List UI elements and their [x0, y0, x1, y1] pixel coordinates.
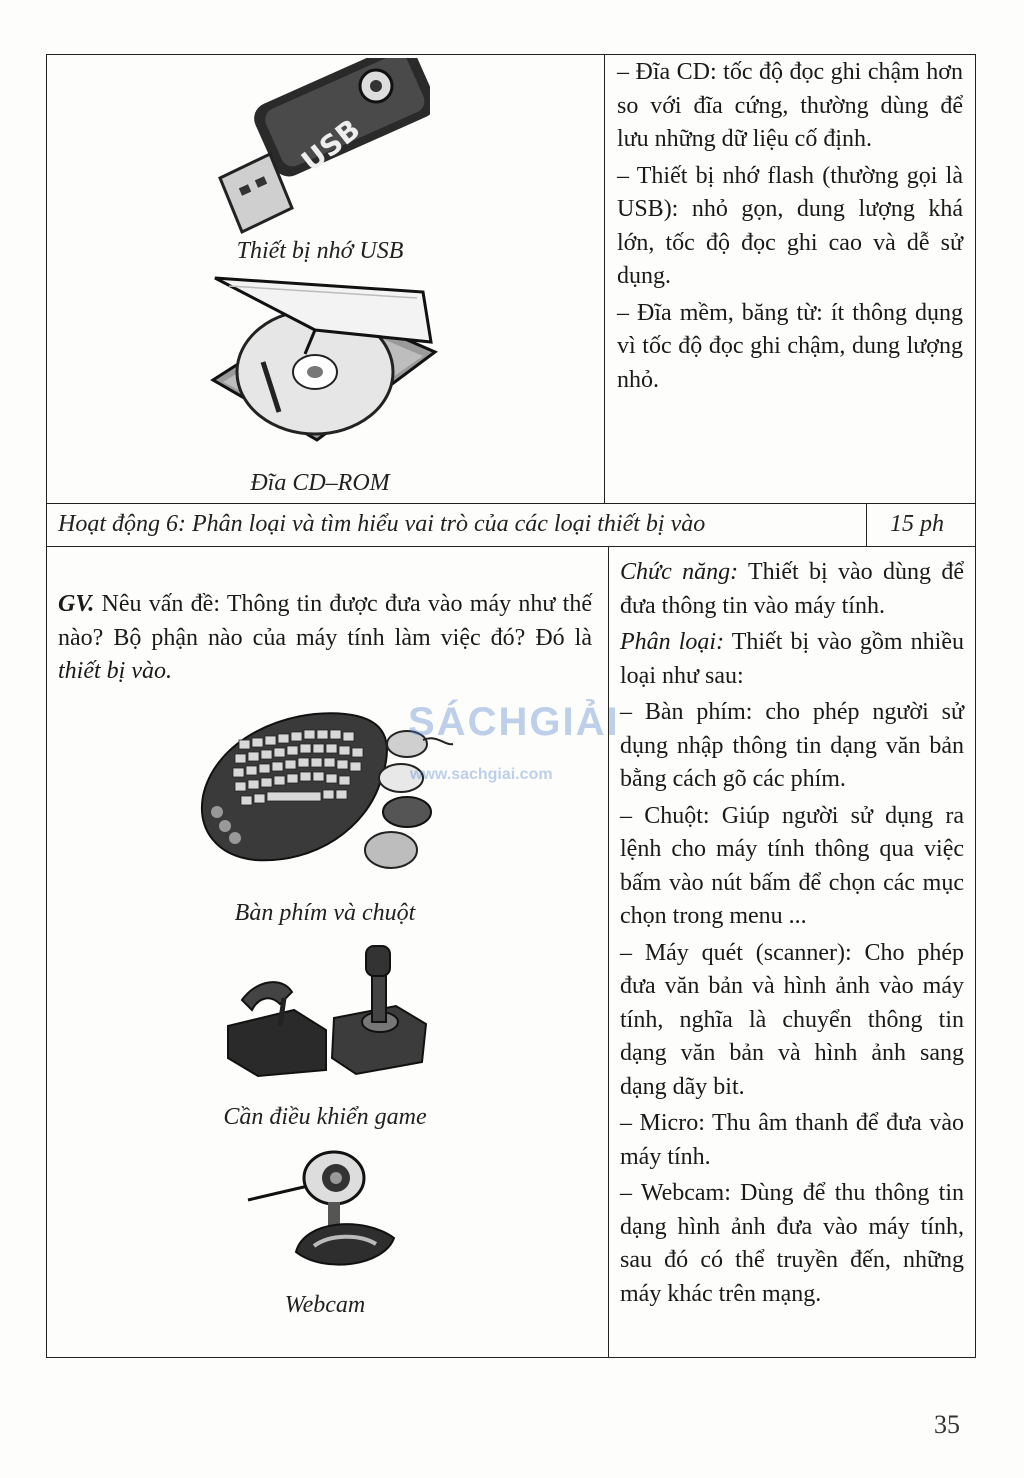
column-divider-bottom — [608, 546, 609, 1358]
item-keyboard: – Bàn phím: cho phép người sử dụng nhập thông tin dạng văn bản bằng cách gõ các phím. — [620, 699, 964, 792]
input-devices-text — [620, 556, 964, 1314]
paragraph-floppy: – Đĩa mềm, băng từ: ít thông dụng vì tốc độ đọc ghi chậm, dung lượng nhỏ. — [617, 299, 963, 393]
classification-label: Phân loại: — [620, 629, 725, 655]
item-mouse: – Chuột: Giúp người sử dụng ra lệnh cho máy tính thông qua việc bấm vào nút bấm để chọn các mục chọn trong menu ... — [620, 802, 964, 929]
function-label: Chức năng: — [620, 559, 739, 585]
caption-webcam: Webcam — [284, 1292, 366, 1318]
storage-devices-text — [617, 56, 963, 400]
column-divider-top — [604, 54, 605, 504]
function-text: Thiết bị vào dùng để đưa thông tin vào máy tính. — [620, 559, 964, 619]
caption-cd-rom: Đĩa CD–ROM — [250, 470, 390, 496]
teacher-prompt — [58, 588, 592, 689]
watermark-title: SÁCHGIẢI — [408, 700, 620, 744]
caption-usb: Thiết bị nhớ USB — [236, 238, 404, 264]
usb-logo-text: USB — [295, 112, 367, 179]
caption-joystick: Cần điều khiển game — [223, 1104, 427, 1130]
time-divider — [866, 503, 867, 547]
item-webcam: – Webcam: Dùng để thu thông tin dạng hình ảnh đưa vào máy tính, sau đó có thể truyền đến, những máy khác trên mạng. — [620, 1180, 964, 1307]
classification-paragraph — [620, 626, 964, 693]
joystick-image — [222, 940, 428, 1080]
item-micro: – Micro: Thu âm thanh để đưa vào máy tính. — [620, 1110, 964, 1170]
row-divider-activity — [46, 546, 976, 547]
paragraph-flash: – Thiết bị nhớ flash (thường gọi là USB): nhỏ gọn, dung lượng khá lớn, tốc độ đọc ghi cao và dễ sử dụng. — [617, 162, 963, 289]
classification-text: Thiết bị vào gồm nhiều loại như sau: — [620, 629, 964, 689]
activity-title: Hoạt động 6: Phân loại và tìm hiểu vai trò của các loại thiết bị vào — [58, 511, 706, 537]
function-paragraph — [620, 556, 964, 623]
webcam-image — [244, 1142, 404, 1278]
usb-drive-image — [200, 58, 430, 236]
caption-keyboard-mouse: Bàn phím và chuột — [234, 900, 416, 926]
activity-time: 15 ph — [890, 511, 944, 537]
item-scanner: – Máy quét (scanner): Cho phép đưa văn bản và hình ảnh vào máy tính, nghĩa là chuyển thông tin dạng văn bản và hình ảnh sang dạng dãy bit. — [620, 939, 964, 1100]
watermark-url: www.sachgiai.com — [410, 766, 553, 783]
row-divider-top — [46, 503, 976, 504]
paragraph-cd: – Đĩa CD: tốc độ đọc ghi chậm hơn so với đĩa cứng, thường dùng để lưu những dữ liệu cố định. — [617, 59, 963, 152]
page-number: 35 — [934, 1410, 960, 1439]
cd-rom-image — [205, 272, 441, 472]
gv-term: thiết bị vào. — [58, 658, 172, 684]
gv-label: GV. — [58, 591, 95, 617]
gv-text: Nêu vấn đề: Thông tin được đưa vào máy như thế nào? Bộ phận nào của máy tính làm việc đó? Đó là — [58, 591, 592, 651]
